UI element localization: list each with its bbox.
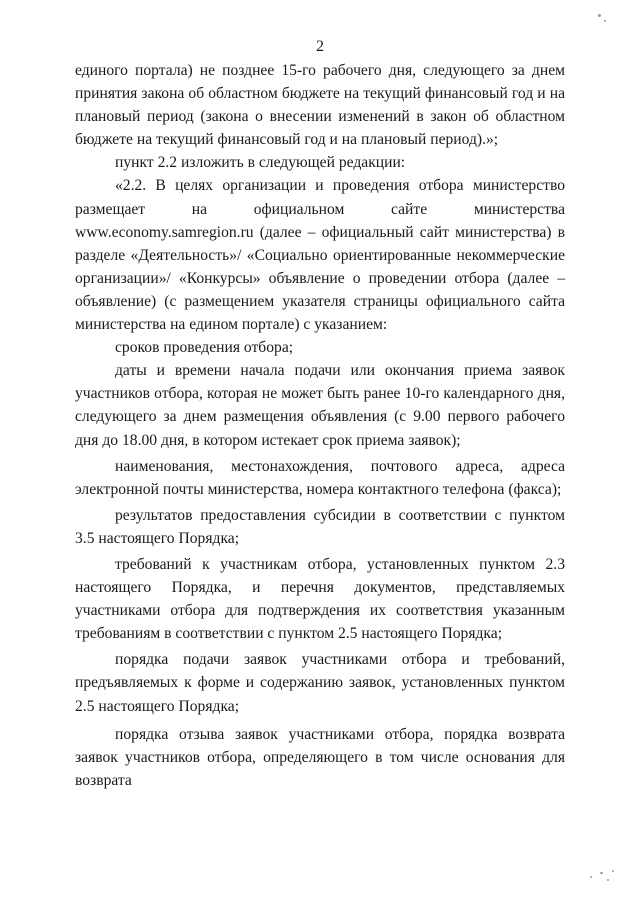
paragraph-clause-2-2: «2.2. В целях организации и проведения отбора министерство размещает на официальном сайте министерства www.economy.samregion.ru (далее – официальный сайт министерства) в разделе «Деятельность»/ «Социально ориентированные некоммерческие организации»/ «Конкурсы» объявление о проведении отбора (далее – объявление) (с размещением указателя страницы официального сайта министерства на едином портале) с указанием: — [75, 177, 565, 334]
paragraph-withdrawal-procedure: порядка отзыва заявок участниками отбора, порядка возврата заявок участников отбора, определяющего в том числе основания для возврата — [75, 725, 565, 789]
paragraph-application-procedure: порядка подачи заявок участниками отбора и требований, предъявляемых к форме и содержанию заявок, установленных пунктом 2.5 настоящего Порядка; — [75, 651, 565, 715]
paragraph-subsidy-results: результатов предоставления субсидии в соответствии с пунктом 3.5 настоящего Порядка; — [75, 506, 565, 547]
scan-speck — [598, 14, 601, 17]
paragraph-amendment-intro: пункт 2.2 изложить в следующей редакции: — [115, 154, 406, 172]
scan-speck — [604, 20, 606, 22]
scan-speck — [590, 876, 592, 878]
paragraph-ministry-contacts: наименования, местонахождения, почтового адреса, адреса электронной почты министерства, номера контактного телефона (факса); — [75, 457, 565, 498]
paragraph-application-dates: даты и времени начала подачи или окончания приема заявок участников отбора, которая не может быть ранее 10-го календарного дня, следующего за днем размещения объявления (с 9.00 первого рабочего дня до 18.00 дня, в котором истекает срок приема заявок); — [75, 362, 565, 449]
page-number: 2 — [316, 38, 324, 55]
scan-speck — [612, 870, 614, 872]
paragraph-participant-requirements: требований к участникам отбора, установленных пунктом 2.3 настоящего Порядка, и перечня документов, представляемых участниками отбора для подтверждения их соответствия указанным требованиям в соответствии с пунктом 2.5 настоящего Порядка; — [75, 555, 565, 643]
scan-speck — [600, 872, 603, 874]
paragraph-continuation: единого портала) не позднее 15-го рабочего дня, следующего за днем принятия закона об областном бюджете на текущий финансовый год и на плановый период (закона о внесении изменений в закон об областном бюджете на текущий финансовый год и на плановый период).»; — [75, 62, 565, 149]
document-body — [75, 59, 565, 792]
scan-speck — [607, 879, 609, 881]
paragraph-selection-dates: сроков проведения отбора; — [115, 339, 294, 357]
